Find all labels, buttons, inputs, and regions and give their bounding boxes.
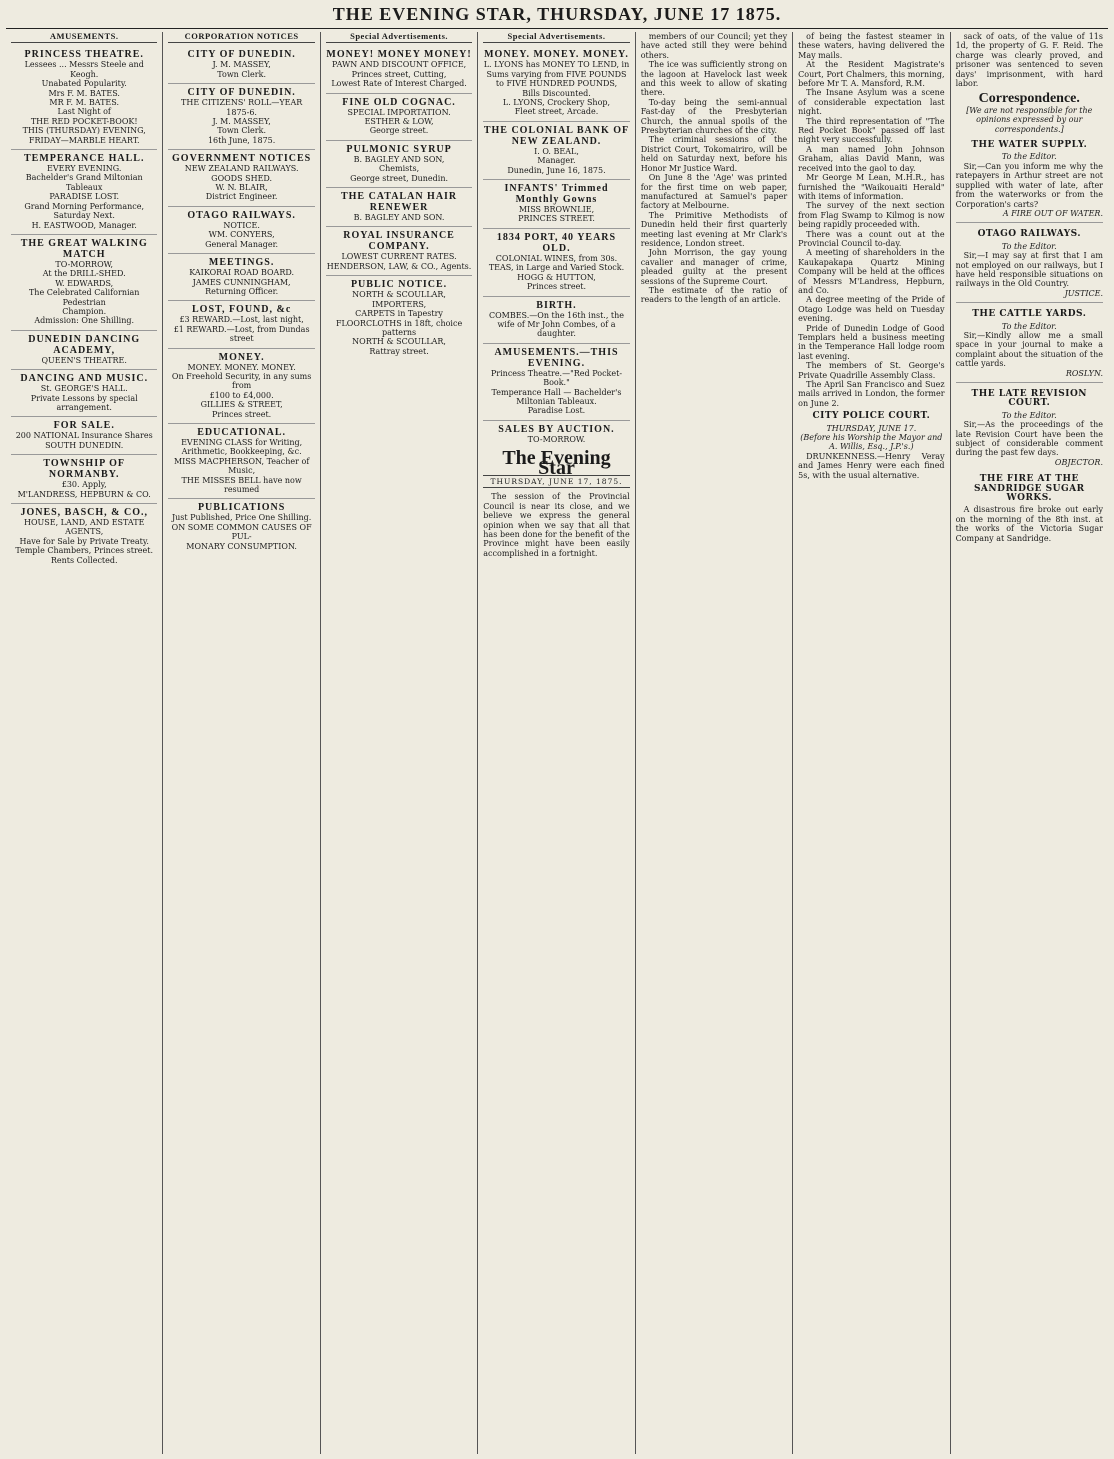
ad-line: St. GEORGE'S HALL. [40,384,128,394]
ad-heading: LOST, FOUND, &c [192,304,292,316]
letter-title: THE WATER SUPPLY. [971,140,1088,151]
ad-line: H. EASTWOOD, Manager. [31,220,137,230]
ad-heading: EDUCATIONAL. [197,426,287,438]
ad-heading: THE COLONIAL BANK OF NEW ZEALAND. [483,124,630,147]
ad-line: Town Clerk. [217,126,266,136]
ad-heading: PUBLICATIONS [197,502,286,514]
ad-line: CARPETS in Tapestry [355,309,443,319]
news-paragraph: The Insane Asylum was a scene of considerable expectation last night. [798,88,945,117]
ad-heading: THE CATALAN HAIR RENEWER [340,191,458,214]
ad-line: NORTH & SCOULLAR, [352,290,446,300]
masthead-rule [6,28,1108,29]
columns [6,32,1108,1454]
news-paragraph: members of our Council; yet they have acted still they were behind others. [640,32,788,60]
news-paragraph: On June 8 the 'Age' was printed for the first time on web paper, manufactured at Samuel's paper factory at Melbourne. [640,173,788,211]
advertisement [326,188,472,227]
letter-title: THE LATE REVISION COURT. [971,389,1088,409]
advertisement [326,141,472,188]
ad-heading: JONES, BASCH, & CO., [20,507,148,518]
ad-list [168,46,314,555]
advertisement [483,180,629,229]
masthead-title: THE EVENING STAR, THURSDAY, JUNE 17 1875. [332,4,782,24]
news-paragraph: The estimate of the ratio of readers to the length of an article. [640,285,788,305]
ad-heading: MONEY! MONEY MONEY! [326,49,472,61]
ad-line: Just Published, Price One Shilling. [171,513,312,523]
ad-heading: DANCING AND MUSIC. [20,373,149,385]
leader-article: The session of the Provincial Council is near its close, and we believe we express the general opinion when we say that all that has been done for the benefit of the Province might have been easily accomplished in a fortnight. [483,492,630,558]
ad-heading: BIRTH. [536,299,577,311]
news-paragraph: The ice was sufficiently strong on the lagoon at Havelock last week and this week to allow of skating there. [640,60,788,98]
ad-line: W. N. BLAIR, [215,183,268,193]
ad-line: THE RED POCKET-BOOK! [30,116,138,126]
ad-heading: PUBLIC NOTICE. [350,279,448,291]
ad-line: Rattray street. [369,346,429,356]
advertisement [11,455,157,504]
ad-line: COMBES.—On the 16th inst., the wife of Mr John Combes, of a daughter. [488,310,625,339]
ad-line: TO-MORROW, [55,259,114,269]
letter-title: OTAGO RAILWAYS. [977,229,1081,240]
advertisement [483,421,629,448]
ad-line: SPECIAL IMPORTATION. [347,107,451,117]
advertisement [483,229,629,297]
advertisement [326,276,472,360]
news-paragraph: sack of oats, of the value of 11s 1d, the property of G. F. Reid. The charge was clearly proved, and prisoner was sentenced to seven days' imprisonment, with hard labor. [955,32,1103,89]
ad-line: FLOORCLOTHS in 18ft, choice patterns [335,318,463,337]
letter-signature: OBJECTOR. [1054,457,1103,467]
advertisement [168,150,314,207]
letter-body: Sir,—Kindly allow me a small space in your journal to make a complaint about the situation of the cattle yards. [955,330,1103,369]
ad-line: GOODS SHED. [211,173,273,183]
news-paragraph: At the Resident Magistrate's Court, Port Chalmers, this morning, before Mr T. A. Mansford, R.M. [798,60,945,89]
ad-line: MISS MACPHERSON, Teacher of Music, [173,456,310,476]
column-news-1 [636,32,793,1454]
advertisement [11,150,157,235]
ad-line: MONARY CONSUMPTION. [186,541,297,551]
ad-heading: FOR SALE. [53,420,115,432]
column-heading: AMUSEMENTS. [11,32,157,43]
ad-line: NORTH & SCOULLAR, [352,337,446,347]
ad-line: Champion. [62,306,107,316]
paper-banner: The Evening Star [502,447,611,479]
ad-line: THIS (THURSDAY) EVENING, [22,126,146,136]
ad-line: MISS BROWNLIE, [518,205,595,215]
ad-heading: 1834 PORT, 40 YEARS OLD. [496,231,617,254]
ad-line: Bills Discounted. [522,88,591,98]
advertisement [483,122,629,180]
ad-heading: AMUSEMENTS.—THIS EVENING. [494,346,619,369]
ad-heading: OTAGO RAILWAYS. [187,209,296,221]
ad-heading: ROYAL INSURANCE COMPANY. [343,230,455,253]
ad-line: EVENING CLASS for Writing, Arithmetic, Bookkeeping, &c. [181,437,303,457]
ad-line: PAWN AND DISCOUNT OFFICE, [331,60,467,70]
ad-line: ESTHER & LOW, [364,117,434,127]
ad-line: Lowest Rate of Interest Charged. [331,79,467,89]
ad-line: £30. Apply, [61,480,107,490]
ad-line: Have for Sale by Private Treaty. [19,536,149,546]
ad-heading: PRINCESS THEATRE. [24,49,144,61]
ad-line: On Freehold Security, in any sums from [171,371,312,391]
ad-line: District Engineer. [205,192,278,202]
ad-list [326,46,472,360]
advertisement [168,349,314,424]
ad-line: ON SOME COMMON CAUSES OF PUL- [171,522,312,542]
ad-list [11,46,157,569]
news-paragraphs [641,32,787,305]
ad-line: 16th June, 1875. [207,135,276,145]
ad-line: Lessees ... Messrs Steele and Keogh. [24,60,144,79]
ad-line: TO-MORROW. [527,434,586,444]
letter [956,383,1103,471]
column-special-ads-1 [321,32,478,1454]
ad-line: Paradise Lost. [527,406,586,416]
ad-line: £100 to £4,000. [209,390,274,400]
news-paragraphs [956,32,1103,88]
letters-list [956,134,1103,471]
ad-line: Manager. [537,156,576,166]
advertisement [483,297,629,344]
news-paragraph: The Primitive Methodists of Dunedin held their first quarterly meeting last evening at Mr Clark's residence, London street. [640,210,788,248]
ad-line: Princes street, Cutting, [351,69,447,79]
ad-line: Chemists, [379,164,420,174]
ad-line: WM. CONYERS, [208,230,275,240]
letter-signature: JUSTICE. [1064,288,1103,298]
ad-line: EVERY EVENING. [47,164,122,174]
ad-line: B. BAGLEY AND SON, [353,154,445,164]
column-heading: Special Advertisements. [483,32,629,43]
ad-line: £1 REWARD.—Lost, from Dundas street [173,324,310,344]
advertisement [168,301,314,348]
letter-signature: A FIRE OUT OF WATER. [1002,208,1103,218]
news-paragraph: A man named John Johnson Graham, alias David Mann, was received into the gaol to day. [798,144,945,173]
ad-line: Dunedin, June 16, 1875. [507,165,606,175]
fire-heading: THE FIRE AT THE SANDRIDGE SUGAR WORKS. [973,474,1085,504]
letter-body: Sir,—I may say at first that I am not employed on our railways, but I have held responsible situations on railways in the Old Country. [955,251,1103,289]
ad-line: Unabated Popularity. [41,79,127,89]
advertisement [168,424,314,499]
ad-line: IMPORTERS, [372,299,427,309]
ad-heading: INFANTS' Trimmed Monthly Gowns [504,183,609,206]
ad-line: Princess Theatre.—"Red Pocket-Book." [490,368,623,388]
advertisement [11,370,157,417]
police-court-heading: CITY POLICE COURT. [812,411,931,422]
letter-signature: ROSLYN. [1065,368,1103,378]
ad-line: MONEY. MONEY. MONEY. [187,362,296,372]
ad-heading: PULMONIC SYRUP [346,143,452,155]
ad-line: L. LYONS, Crockery Shop, [502,98,611,108]
ad-heading: CITY OF DUNEDIN. [187,87,296,99]
ad-line: Last Night of [57,107,111,117]
ad-heading: THE GREAT WALKING MATCH [20,237,148,260]
news-paragraph: A meeting of shareholders in the Kaukapakapa Quartz Mining Company will be held at the offices of Messrs M'Landress, Hepburn, and Co. [798,248,945,295]
letter-salutation: To the Editor. [1001,410,1057,420]
ad-heading: MEETINGS. [208,257,275,269]
ad-heading: FINE OLD COGNAC. [342,96,456,108]
paper-dateline: THURSDAY, JUNE 17, 1875. [483,475,629,488]
ad-line: HOGG & HUTTON, [517,272,596,282]
advertisement [11,417,157,455]
advertisement [326,227,472,276]
advertisement [168,499,314,555]
ad-line: HENDERSON, LAW, & CO., Agents. [326,261,472,271]
masthead [0,4,1114,26]
ad-line: THE CITIZENS' ROLL—YEAR 1875-6. [181,98,303,117]
news-paragraph: A degree meeting of the Pride of Otago Lodge was held on Tuesday evening. [798,295,945,324]
column-corporation [163,32,320,1454]
ad-line: JAMES CUNNINGHAM, [192,277,291,287]
news-paragraph: of being the fastest steamer in these waters, having delivered the May mails. [798,32,945,60]
ad-line: Mrs F. M. BATES. [48,88,120,98]
advertisement [168,254,314,301]
ad-line: George street. [369,126,429,136]
ad-list [483,46,629,448]
letter-title: THE CATTLE YARDS. [972,309,1087,320]
ad-line: Fleet street, Arcade. [514,107,599,117]
column-heading: CORPORATION NOTICES [168,32,314,43]
ad-line: KAIKORAI ROAD BOARD. [189,268,295,278]
ad-line: Private Lessons by special arrangement. [30,393,138,412]
ad-line: MR F. M. BATES. [49,98,119,108]
advertisement [11,331,157,370]
advertisement [11,46,157,150]
ad-line: Princes street. [212,409,272,419]
column-heading: Special Advertisements. [326,32,472,43]
ad-line: Grand Morning Performance, Saturday Next. [24,201,145,221]
ad-line: I. O. BEAL, [534,146,579,156]
advertisement [168,207,314,254]
ad-heading: GOVERNMENT NOTICES [172,153,312,165]
fire-report: A disastrous fire broke out early on the morning of the 8th inst. at the works of the Victoria Sugar Company at Sandridge. [955,505,1103,543]
ad-line: Princes street. [526,282,587,292]
ad-heading: TEMPERANCE HALL. [23,153,145,165]
ad-line: Admission: One Shilling. [34,316,135,326]
letter-salutation: To the Editor. [1001,241,1057,251]
news-paragraph: The criminal sessions of the District Court, Tokomairiro, will be held on Saturday next, before his Honor Mr Justice Ward. [640,135,788,173]
ad-line: GILLIES & STREET, [200,400,283,410]
ad-line: Bachelder's Grand Miltonian Tableaux [25,173,143,192]
correspondence-note: [We are not responsible for the opinions expressed by our correspondents.] [966,105,1093,134]
advertisement [483,46,629,121]
ad-line: Rents Collected. [50,555,118,565]
ad-line: W. EDWARDS, [55,278,114,288]
news-paragraph: There was a count out at the Provincial Council to-day. [798,229,945,248]
advertisement [326,94,472,141]
ad-line: LOWEST CURRENT RATES. [341,252,457,262]
correspondence-heading: Correspondence. [978,91,1080,107]
ad-heading: MONEY. MONEY. MONEY. [484,49,629,61]
column-correspondence [951,32,1108,1454]
advertisement [168,46,314,84]
ad-line: COLONIAL WINES, from 30s. [495,253,618,263]
letter-body: Sir,—Can you inform me why the ratepayers in Arthur street are not supplied with water of late, after from the waterworks or from the Corporation's carts? [955,161,1103,209]
advertisement [11,504,157,569]
news-paragraph: The third representation of "The Red Pocket Book" passed off last night very successfully. [798,116,945,145]
ad-line: NEW ZEALAND RAILWAYS. [184,164,299,174]
column-news-2 [793,32,950,1454]
news-paragraphs [798,32,944,408]
police-court-bench: (Before his Worship the Mayor and A. Willis, Esq., J.P.'s.) [800,433,943,452]
news-paragraph: The April San Francisco and Suez mails arrived in London, the former on June 2. [798,380,945,408]
news-paragraph: Mr George M Lean, M.H.R., has furnished the "Waikouaiti Herald" with items of information. [798,173,945,201]
letter [956,303,1103,383]
letter [956,134,1103,223]
ad-line: PRINCES STREET. [518,214,595,224]
police-court-report: DRUNKENNESS.—Henry Veray and James Henry were each fined 5s, with the usual alternative. [798,451,945,480]
ad-line: J. M. MASSEY, [212,60,271,70]
ad-line: B. BAGLEY AND SON. [353,213,445,223]
news-paragraph: The survey of the next section from Flag Swamp to Kilmog is now being rapidly proceeded with. [798,201,945,230]
news-paragraph: The members of St. George's Private Quadrille Assembly Class. [798,361,945,380]
advertisement [483,344,629,421]
letter-body: Sir,—As the proceedings of the late Revision Court have been the subject of considerable comment during the past few days. [955,420,1103,458]
ad-line: Temple Chambers, Princes street. [15,546,154,556]
ad-line: George street, Dunedin. [350,173,449,183]
ad-line: HOUSE, LAND, AND ESTATE AGENTS, [23,518,145,537]
ad-line: The Celebrated Californian Pedestrian [28,288,140,307]
ad-heading: DUNEDIN DANCING ACADEMY, [28,333,141,356]
ad-line: J. M. MASSEY, [212,117,271,127]
ad-line: SOUTH DUNEDIN. [45,440,124,450]
column-special-ads-2 [478,32,635,1454]
letter [956,223,1103,303]
advertisement [11,235,157,331]
ad-line: 200 NATIONAL Insurance Shares [15,431,153,441]
ad-line: THE MISSES BELL have now resumed [181,475,302,494]
ad-heading: SALES BY AUCTION. [498,423,615,435]
ad-line: Town Clerk. [217,69,266,79]
advertisement [168,84,314,150]
ad-line: Returning Officer. [205,286,279,296]
ad-heading: TOWNSHIP OF NORMANBY. [43,458,126,481]
ad-line: Temperance Hall — Bachelder's Miltonian Tableaux. [491,387,622,406]
letter-salutation: To the Editor. [1001,321,1057,331]
news-paragraph: John Morrison, the gay young cavalier and manager of crime, pleaded guilty at the present sessions of the Supreme Court. [640,248,788,286]
ad-line: PARADISE LOST. [49,192,120,202]
ad-line: £3 REWARD.—Lost, last night, [179,315,304,325]
ad-heading: CITY OF DUNEDIN. [187,49,296,61]
column-amusements [6,32,163,1454]
letter-salutation: To the Editor. [1001,152,1057,162]
ad-line: M'LANDRESS, HEPBURN & CO. [17,489,151,499]
ad-line: L. LYONS has MONEY TO LEND, in Sums varying from FIVE POUNDS to FIVE HUNDRED POUNDS, [483,60,630,89]
police-court-date: THURSDAY, JUNE 17. [826,423,917,433]
ad-line: FRIDAY—MARBLE HEART. [28,135,140,145]
ad-line: At the DRILL-SHED. [42,269,126,279]
ad-line: QUEEN'S THEATRE. [41,355,127,365]
ad-line: TEAS, in Large and Varied Stock. [488,263,625,273]
news-paragraph: To-day being the semi-annual Fast-day of the Presbyterian Church, the annual spoils of the Presbyterian churches of the city. [640,97,788,136]
ad-heading: MONEY. [218,351,265,363]
news-paragraph: Pride of Dunedin Lodge of Good Templars held a business meeting in the Temperance Hall lodge room last evening. [798,323,945,361]
ad-line: NOTICE. [223,220,260,230]
ad-line: General Manager. [205,239,279,249]
advertisement [326,46,472,93]
